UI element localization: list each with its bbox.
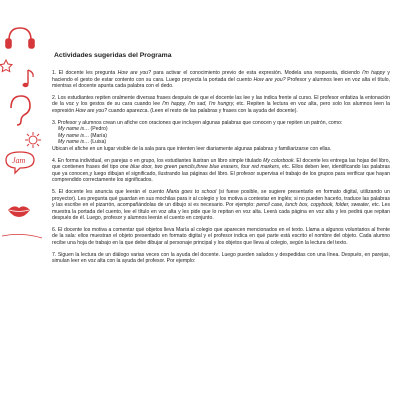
text-run: etc. Ellos deben leer, identificando las palabras que ya conocen,y luego dibujan el significado, ilustrando las páginas del libro. El profesor supervisa el trabajo de los grupos para verificar que hayan comprendido correctamente los significados. — [52, 164, 390, 184]
text-run: 4. En forma individual, en parejas o en grupo, los estudiantes ilustran un libro simple titulado — [52, 157, 264, 164]
text-run: How are you? — [253, 76, 286, 83]
headphones-icon — [6, 28, 34, 48]
text-run: 6. El docente los motiva a comentar qué objetos lleva María al colegio que aparecen mencionados en el texto. Llama a algunos voluntarios al frente de la sala: ellos muestran el objeto presentado en formato digital y el profesor indica en qué parte está escrito el nombre del objeto. Cada alumno recibe una hoja de trabajo en la que debe dibujar al personaje principal y los objetos que lleva al colegio, según la lectura del texto. — [52, 226, 390, 247]
text-run: 2. Los estudiantes repiten oralmente diversas frases después de que el docente las lee y las indica frente al curso. El profesor enfatiza la entonación de la voz y los gestos de su cara cuando lee — [52, 94, 390, 108]
example-line — [52, 139, 390, 146]
text-run: y haciendo el gesto de estar contento con su cara. Luego proyecta la portada del cuento — [52, 70, 390, 83]
text-run: I'm happy, I'm sad, I'm hungry, — [162, 101, 235, 108]
text-run: I'm happy — [362, 70, 386, 76]
activity-paragraph — [52, 70, 390, 90]
activity-followup — [52, 146, 390, 153]
text-run: Profesor y alumnos leen en voz alta el título, mientras el docente apunta cada palabra con el dedo. — [52, 76, 390, 90]
music-note-icon — [23, 70, 34, 87]
activity-paragraph — [52, 252, 390, 265]
text-run: My name is — [58, 139, 85, 146]
margin-decoration — [0, 0, 48, 400]
text-run: … (Pedro) — [84, 126, 108, 133]
activity-paragraph — [52, 158, 390, 184]
text-run: pencil case, lunch box, copybook, folder, sweater, — [256, 202, 371, 209]
text-run: one blue door, two green pencils,three blue erasers, four red markers, — [120, 164, 281, 171]
text-run: … (Luisa) — [84, 139, 107, 146]
example-line — [52, 126, 390, 133]
text-run: El docente les entrega las hojas del libro, que contienen frases del tipo — [52, 157, 390, 171]
text-run: 5. El docente les anuncia que leerán el cuento — [52, 188, 167, 195]
text-run: 1. El docente les pregunta — [52, 70, 118, 76]
page-title: Actividades sugeridas del Programa — [54, 52, 172, 59]
activity-list — [52, 70, 390, 265]
text-run: para activar el conocimiento previo de esta expresión. Modela una respuesta, diciendo — [150, 70, 363, 76]
text-run: My name is — [58, 132, 85, 139]
ear-icon — [11, 96, 30, 125]
margin-bubble-text: Jam — [12, 156, 26, 165]
text-run: … (María) — [84, 132, 107, 139]
text-run: My colorbook. — [263, 157, 295, 164]
sun-icon — [25, 132, 41, 148]
example-line — [52, 133, 390, 140]
text-run: How are you? — [75, 107, 107, 114]
text-run: etc. Les muestra la portada del cuento, lee el título en voz alta y les pide que lo repitan en voz alta. Leerá cada página en voz alta y les pedirá que repitan después de él. Luego, profesor y alumnos leerán el cuento en conjunto. — [52, 202, 390, 222]
lips-icon — [8, 206, 30, 217]
margin-swirl — [2, 234, 42, 238]
text-run: etc. Repiten la lectura en voz alta, pero solo los alumnos leen la expresión — [52, 101, 391, 114]
text-run: My name is — [58, 126, 85, 133]
text-run: 7. Siguen la lectura de un diálogo varias veces con la ayuda del docente. Luego pueden saludos y despedidas con una línea. Después, en parejas, simulan leer en voz alta con la ayuda del profesor. Por ejemplo: — [52, 251, 390, 265]
text-run: How are you? — [117, 70, 151, 76]
text-run: (si fuese posible, se sugiere presentarlo en formato digital, utilizando un proyector). Les pregunta qué guardan en sus mochilas para ir al colegio y los motiva a contestar en inglés; si no pueden hacerlo, traduce las palabras y las escribe en el pizarrón, acompañándolas de un dibujo si es necesario. Por ejemplo: — [52, 188, 390, 209]
text-run: cuando aparezca. (Leen el resto de las palabras y frases con la ayuda del docente). — [106, 107, 298, 114]
activity-paragraph — [52, 227, 390, 247]
star-icon — [0, 60, 12, 72]
document-body — [52, 52, 390, 270]
text-run: 3. Profesor y alumnos crean un afiche con oraciones que incluyen algunas palabras que conocen y que repiten un patrón, como: — [52, 119, 343, 126]
text-run: Maria goes to school — [166, 188, 217, 195]
activity-paragraph — [52, 95, 390, 115]
activity-paragraph — [52, 120, 390, 153]
text-run: Ubican el afiche en un lugar visible de la sala para que intenten leer diariamente algunas palabras y familiarizarse con ellas. — [52, 145, 332, 152]
speech-bubble-icon — [6, 152, 34, 173]
activity-paragraph — [52, 189, 390, 222]
